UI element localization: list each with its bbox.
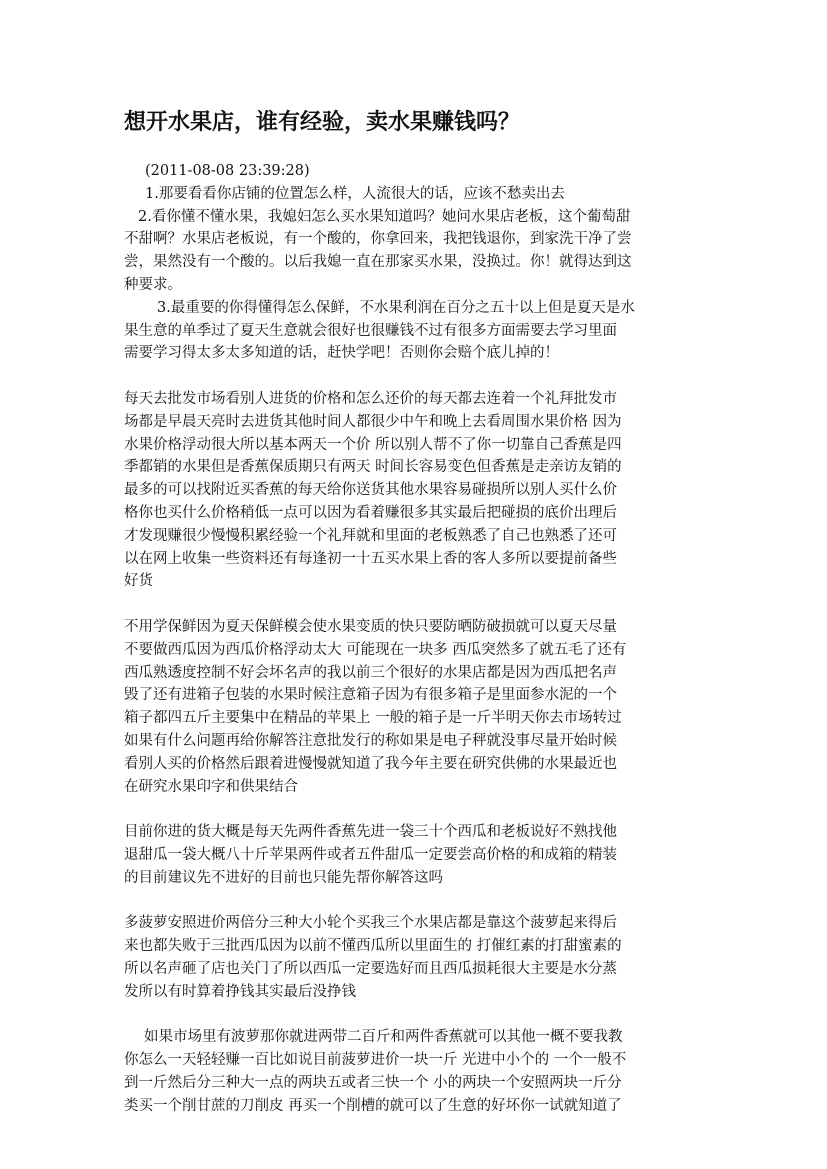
paragraph-spacer [124, 890, 704, 913]
text-line: 发所以有时算着挣钱其实最后没挣钱 [124, 983, 356, 1000]
text-line: 水果价格浮动很大所以基本两天一个价 所以别人帮不了你一切靠自己香蕉是四 [124, 436, 622, 453]
text-line: 2.看你懂不懂水果，我媳妇怎么买水果知道吗？她问水果店老板，这个葡萄甜 [138, 208, 631, 225]
paragraph-3 [124, 297, 704, 365]
text-line: 需要学习得太多太多知道的话，赶快学吧！否则你会赔个底儿掉的！ [124, 345, 559, 362]
text-line: 箱子都四五斤主要集中在精品的苹果上 一般的箱子是一斤半明天你去市场转过 [124, 710, 622, 727]
paragraph-2 [124, 206, 704, 297]
paragraph-spacer [124, 593, 704, 616]
text-line: 不用学保鲜因为夏天保鲜模会使水果变质的快只要防晒防破损就可以夏天尽量 [124, 618, 617, 635]
paragraph-4 [124, 388, 704, 593]
text-line: 西瓜熟透度控制不好会坏名声的我以前三个很好的水果店都是因为西瓜把名声 [124, 664, 617, 681]
paragraph-spacer [124, 365, 704, 388]
text-line: 多菠萝安照进价两倍分三种大小轮个买我三个水果店都是靠这个菠萝起来得后 [124, 915, 617, 932]
text-line: 毁了还有进箱子包装的水果时候注意箱子因为有很多箱子是里面参水泥的一个 [124, 687, 617, 704]
text-line: 种要求。 [124, 276, 182, 293]
text-line: 如果有什么问题再给你解答注意批发行的称如果是电子秤就没事尽量开始时候 [124, 732, 617, 749]
text-line: 退甜瓜一袋大概八十斤苹果两件或者五件甜瓜一定要尝高价格的和成箱的精装 [124, 846, 617, 863]
text-line: 季都销的水果但是香蕉保质期只有两天 时间长容易变色但香蕉是走亲访友销的 [124, 459, 622, 476]
article-title: 想开水果店，谁有经验，卖水果赚钱吗？ [124, 110, 521, 135]
text-line: 场都是早晨天亮时去进货其他时间人都很少中午和晚上去看周围水果价格 因为 [124, 413, 622, 430]
text-line: 3.最重要的你得懂得怎么保鲜，不水果利润在百分之五十以上但是夏天是水 [157, 299, 635, 316]
paragraph-6 [124, 821, 704, 889]
paragraph-7 [124, 912, 704, 1003]
article-timestamp: (2011-08-08 23:39:28) [145, 163, 310, 179]
text-line: 的目前建议先不进好的目前也只能先帮你解答这吗 [124, 869, 443, 886]
text-line: 好货 [124, 573, 153, 590]
text-line: 1.那要看看你店铺的位置怎么样，人流很大的话，应该不愁卖出去 [145, 185, 565, 202]
text-line: 才发现赚很少慢慢积累经验一个礼拜就和里面的老板熟悉了自己也熟悉了还可 [124, 527, 617, 544]
article-body [124, 160, 704, 1117]
text-line: 格你也买什么价格稍低一点可以因为看着赚很多其实最后把碰损的底价出理后 [124, 504, 617, 521]
text-line: 来也都失败于三批西瓜因为以前不懂西瓜所以里面生的 打催红素的打甜蜜素的 [124, 938, 622, 955]
paragraph-1 [124, 183, 704, 206]
text-line: 如果市场里有波萝那你就进两带二百斤和两件香蕉就可以其他一概不要我教 [144, 1029, 623, 1046]
text-line: 不甜啊？水果店老板说，有一个酸的，你拿回来，我把钱退你，到家洗干净了尝 [124, 231, 632, 248]
paragraph-8 [124, 1026, 704, 1117]
text-line: 所以名声砸了店也关门了所以西瓜一定要选好而且西瓜损耗很大主要是水分蒸 [124, 960, 617, 977]
text-line: 看别人买的价格然后跟着进慢慢就知道了我今年主要在研究供佛的水果最近也 [124, 755, 617, 772]
text-line: 最多的可以找附近买香蕉的每天给你送货其他水果容易碰损所以别人买什么价 [124, 482, 617, 499]
text-line: 不要做西瓜因为西瓜价格浮动太大 可能现在一块多 西瓜突然多了就五毛了还有 [124, 641, 627, 658]
paragraph-spacer [124, 798, 704, 821]
text-line: 尝，果然没有一个酸的。以后我媳一直在那家买水果，没换过。你！就得达到这 [124, 254, 632, 271]
text-line: 每天去批发市场看别人进货的价格和怎么还价的每天都去连着一个礼拜批发市 [124, 390, 617, 407]
text-line: 到一斤然后分三种大一点的两块五或者三快一个 小的两块一个安照两块一斤分 [124, 1074, 622, 1091]
paragraph-spacer [124, 1003, 704, 1026]
text-line: 你怎么一天轻轻赚一百比如说目前菠萝进价一块一斤 光进中小个的 一个一般不 [124, 1052, 627, 1069]
text-line: 以在网上收集一些资料还有每逢初一十五买水果上香的客人多所以要提前备些 [124, 550, 617, 567]
text-line: 类买一个削甘蔗的刀削皮 再买一个削槽的就可以了生意的好坏你一试就知道了 [124, 1097, 622, 1114]
text-line: 目前你进的货大概是每天先两件香蕉先进一袋三十个西瓜和老板说好不熟找他 [124, 824, 617, 841]
paragraph-5 [124, 616, 704, 798]
text-line: 果生意的单季过了夏天生意就会很好也很赚钱不过有很多方面需要去学习里面 [124, 322, 617, 339]
text-line: 在研究水果印字和供果结合 [124, 778, 298, 795]
